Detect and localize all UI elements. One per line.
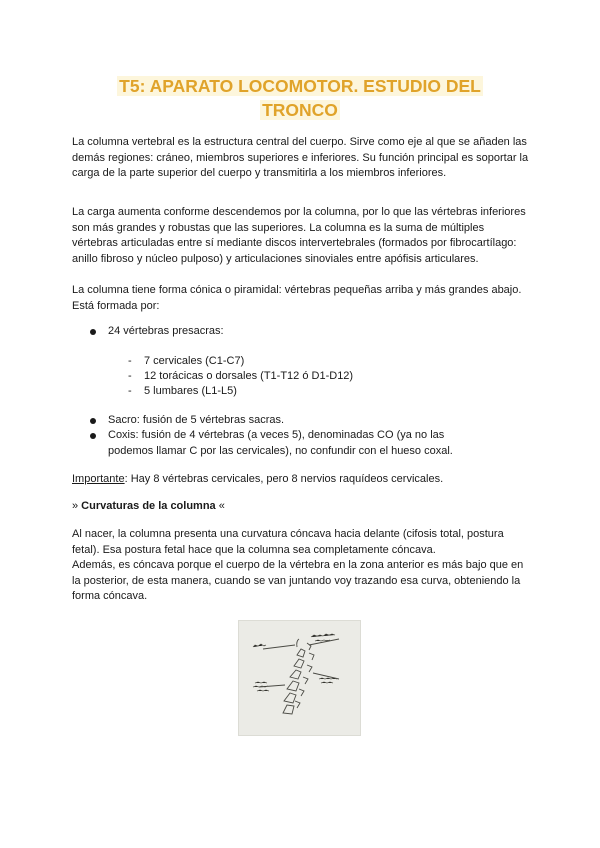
title-line-1: T5: APARATO LOCOMOTOR. ESTUDIO DEL [119,76,481,96]
section-heading-text: Curvaturas de la columna [78,500,219,512]
sub-item-cervical: 7 cervicales (C1-C7) [144,355,245,367]
bullet-icon [90,433,96,439]
sub-item-thoracic: 12 torácicas o dorsales (T1-T12 ó D1-D12) [144,370,354,382]
important-label: Importante [72,473,125,485]
dash-icon: - [128,355,132,367]
curvature-line-1: Al nacer, la columna presenta una curvatura cóncava hacia delante (cifosis total, postura fetal). Esa postura fetal hace que la columna sea completamente cóncava. [72,528,504,556]
list-item-sacrum: Sacro: fusión de 5 vértebras sacras. [108,414,285,426]
important-colon: : [124,473,128,485]
page-title [0,74,600,122]
spine-sketch-icon [239,621,362,737]
bullet-icon [90,418,96,424]
section-heading-curvatures [72,499,225,515]
load-paragraph: La carga aumenta conforme descendemos por la columna, por lo que las vértebras inferiores son más grandes y robustas que las superiores. La columna es la suma de múltiples vértebras articuladas entre sí mediante discos intervertebrales (formados por fibrocartílago: anillo fibroso y núcleo pulposo) y articulaciones sinoviales entre apófisis articulares. [72,206,526,265]
list-item-presacral: 24 vértebras presacras: [108,325,224,337]
shape-paragraph: La columna tiene forma cónica o piramidal: vértebras pequeñas arriba y más grandes abajo. Está formada por: [72,284,522,312]
guillemet-close-icon: « [218,500,225,512]
dash-icon: - [128,385,132,397]
sub-item-lumbar: 5 lumbares (L1-L5) [144,385,237,397]
dash-icon: - [128,370,132,382]
curvature-line-2: Además, es cóncava porque el cuerpo de la vértebra en la zona anterior es más bajo que en la posterior, de esta manera, cuando se van juntando voy trazando esa curva, obteniendo la forma cóncava. [72,559,524,602]
title-line-2: TRONCO [262,100,338,120]
list-item-coccyx: Coxis: fusión de 4 vértebras (a veces 5), denominadas CO (ya no las podemos llamar C por las cervicales), no confundir con el hueso coxal. [108,429,453,457]
bullet-icon [90,329,96,335]
important-note [72,472,443,488]
spine-sketch-image [238,620,361,736]
guillemet-open-icon: » [72,500,79,512]
curvature-paragraph [72,527,532,605]
important-text: Hay 8 vértebras cervicales, pero 8 nervios raquídeos cervicales. [127,473,444,485]
intro-paragraph: La columna vertebral es la estructura central del cuerpo. Sirve como eje al que se añaden las demás regiones: cráneo, miembros superiores e inferiores. Su función principal es soportar la carga de la parte superior del cuerpo y transmitirla a los miembros inferiores. [72,136,529,179]
